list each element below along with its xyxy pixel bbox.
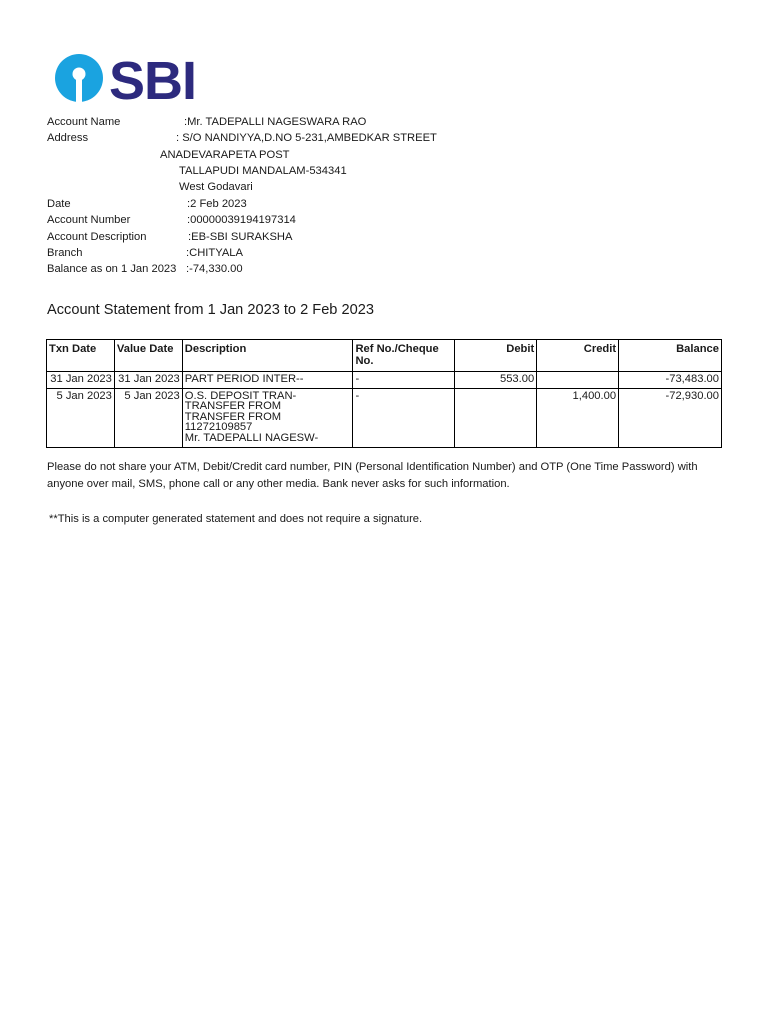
description-cell: PART PERIOD INTER--: [182, 372, 353, 389]
address-line-1: : S/O NANDIYYA,D.NO 5-231,AMBEDKAR STREET: [176, 132, 437, 144]
table-row: [47, 388, 722, 447]
account-name-value: :Mr. TADEPALLI NAGESWARA RAO: [184, 116, 367, 128]
col-description: Description: [182, 340, 353, 372]
date-label: Date: [47, 198, 71, 210]
branch-value: :CHITYALA: [186, 247, 243, 259]
address-label: Address: [47, 132, 89, 144]
balance-cell: -72,930.00: [619, 388, 722, 447]
account-description-label: Account Description: [47, 231, 147, 243]
credit-cell: 1,400.00: [537, 388, 619, 447]
debit-cell: [455, 388, 537, 447]
debit-cell: 553.00: [455, 372, 537, 389]
table-header-row: [47, 340, 722, 372]
sbi-logo: [55, 53, 200, 103]
opening-balance-label: Balance as on 1 Jan 2023: [47, 263, 177, 275]
account-number-value: :00000039194197314: [187, 214, 296, 226]
account-description-value: :EB-SBI SURAKSHA: [188, 231, 293, 243]
table-row: [47, 372, 722, 389]
col-txn-date: Txn Date: [47, 340, 115, 372]
description-cell: O.S. DEPOSIT TRAN- TRANSFER FROM TRANSFER FROM 11272109857 Mr. TADEPALLI NAGESW-: [182, 388, 353, 447]
col-value-date: Value Date: [114, 340, 182, 372]
date-value: :2 Feb 2023: [187, 198, 247, 210]
col-ref-no: Ref No./Cheque No.: [353, 340, 455, 372]
value-date-cell: 5 Jan 2023: [114, 388, 182, 447]
security-notice: Please do not share your ATM, Debit/Credit card number, PIN (Personal Identification Number) and OTP (One Time Password) with anyone over mail, SMS, phone call or any other media. Bank never asks for such information.: [47, 461, 698, 490]
address-line-3: TALLAPUDI MANDALAM-534341: [179, 165, 347, 177]
balance-cell: -73,483.00: [619, 372, 722, 389]
txn-date-cell: 5 Jan 2023: [47, 388, 115, 447]
account-number-label: Account Number: [47, 214, 131, 226]
account-name-label: Account Name: [47, 116, 121, 128]
address-line-2: ANADEVARAPETA POST: [160, 149, 290, 161]
statement-title: Account Statement from 1 Jan 2023 to 2 Feb 2023: [47, 302, 374, 318]
branch-label: Branch: [47, 247, 83, 259]
value-date-cell: 31 Jan 2023: [114, 372, 182, 389]
address-line-4: West Godavari: [179, 181, 253, 193]
logo-text: SBI: [109, 53, 197, 103]
credit-cell: [537, 372, 619, 389]
col-balance: Balance: [619, 340, 722, 372]
txn-date-cell: 31 Jan 2023: [47, 372, 115, 389]
transactions-table: [46, 339, 722, 448]
computer-generated-note: **This is a computer generated statement and does not require a signature.: [49, 513, 423, 525]
opening-balance-value: :-74,330.00: [186, 263, 243, 275]
ref-cell: -: [353, 372, 455, 389]
col-debit: Debit: [455, 340, 537, 372]
ref-cell: -: [353, 388, 455, 447]
col-credit: Credit: [537, 340, 619, 372]
